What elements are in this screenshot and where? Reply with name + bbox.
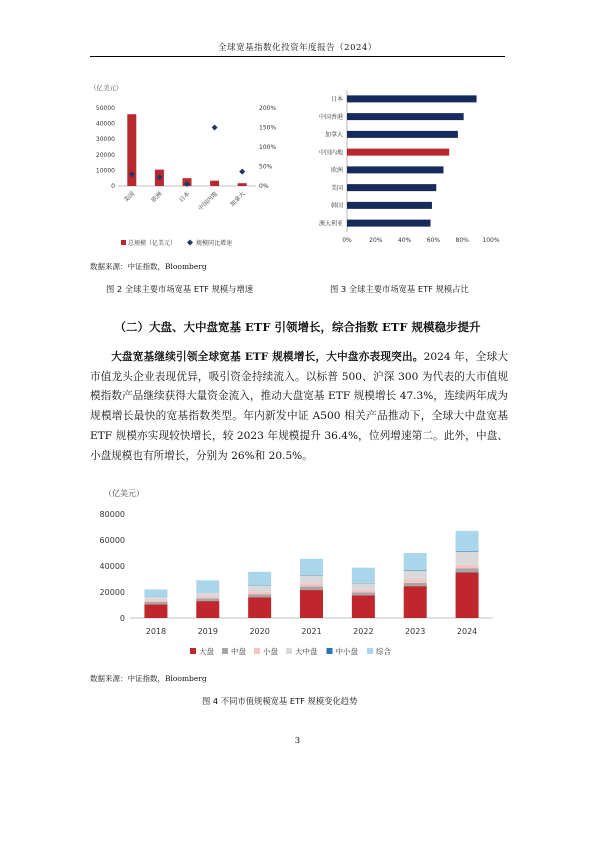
- x-tick-label: 0%: [342, 237, 352, 244]
- stacked-segment: [352, 592, 375, 595]
- legend-swatch: [327, 648, 333, 654]
- legend-swatch-growth: [187, 240, 193, 246]
- stacked-segment: [404, 583, 427, 586]
- legend-swatch: [254, 648, 260, 654]
- share-bar: [347, 220, 431, 227]
- growth-marker: [239, 169, 245, 175]
- y-tick-label-right: 100%: [259, 144, 277, 151]
- section-title: （二）大盘、大中盘宽基 ETF 引领增长，综合指数 ETF 规模稳步提升: [114, 320, 481, 334]
- y-tick-label: 中国内地: [318, 149, 343, 157]
- growth-marker: [212, 125, 218, 131]
- legend-label: 大盘: [199, 647, 214, 656]
- x-tick-label: 80%: [455, 237, 469, 244]
- stacked-segment: [196, 596, 219, 598]
- x-tick-label: 美国: [122, 190, 137, 204]
- figure-4-source: 数据来源：中证指数，Bloomberg: [90, 674, 207, 683]
- x-tick-label: 中国内地: [197, 190, 220, 213]
- stacked-segment: [352, 590, 375, 593]
- x-tick-label: 2020: [249, 627, 270, 636]
- y-tick-label-left: 20000: [95, 151, 115, 159]
- legend-label: 综合: [376, 647, 391, 656]
- stacked-segment: [248, 586, 271, 592]
- legend-swatch: [222, 648, 228, 654]
- stacked-segment: [404, 571, 427, 572]
- figure-4-caption: 图 4 不同市值规模宽基 ETF 规模变化趋势: [202, 696, 358, 706]
- y-tick-label: 60000: [99, 536, 125, 545]
- legend-label-total: 总规模（亿美元）: [128, 240, 177, 247]
- stacked-segment: [404, 586, 427, 618]
- stacked-segment: [248, 572, 271, 586]
- y-tick-label-left: 40000: [95, 120, 115, 128]
- x-tick-label: 2019: [197, 627, 218, 636]
- stacked-segment: [196, 580, 219, 592]
- stacked-segment: [300, 583, 323, 586]
- stacked-segment: [144, 597, 167, 600]
- stacked-segment: [300, 559, 323, 575]
- stacked-segment: [456, 551, 479, 552]
- y-tick-label: 80000: [99, 510, 125, 519]
- figure-2-source: 数据来源：中证指数，Bloomberg: [90, 262, 207, 271]
- x-tick-label: 2018: [145, 627, 167, 636]
- figure-2-caption: 图 2 全球主要市场宽基 ETF 规模与增速: [106, 284, 254, 294]
- y-tick-label: 0: [119, 614, 125, 623]
- body-paragraph: [90, 348, 508, 466]
- share-bar: [347, 149, 449, 156]
- x-tick-label: 20%: [369, 237, 383, 244]
- x-tick-label: 欧洲: [150, 190, 164, 204]
- y-axis-unit: （亿美元）: [104, 489, 144, 498]
- y-tick-label: 20000: [99, 588, 125, 597]
- figure-2-chart: [82, 78, 297, 253]
- stacked-segment: [456, 531, 479, 551]
- stacked-segment: [196, 599, 219, 602]
- y-tick-label: 中国香港: [318, 113, 343, 121]
- stacked-segment: [300, 575, 323, 576]
- y-tick-label-right: 50%: [259, 163, 273, 171]
- y-tick-label-right: 150%: [259, 124, 277, 132]
- figure-3-chart: [316, 84, 506, 259]
- stacked-segment: [248, 597, 271, 618]
- y-tick-label-left: 10000: [95, 167, 115, 175]
- y-tick-label: 欧洲: [330, 167, 343, 175]
- stacked-segment: [456, 564, 479, 568]
- share-bar: [347, 113, 464, 120]
- legend-swatch-total: [121, 240, 126, 245]
- paragraph-body: 2024 年，全球大市值龙头企业表现优异，吸引资金持续流入。以标普 500、沪深 300 为代表的大市值规模指数产品继续获得大量资金流入，推动大盘宽基 ETF 规模增长 47.3%，连续两年成为规模增长最快的宽基指数类型。年内新发中证 A500 相关产品推动下，全球大中盘宽基 ETF 规模亦实现较快增长，较 2023 年规模提升 36.4%，位列增速第二。此外，中盘、小盘规模也有所增长，分别为 26%和 20.5%。: [90, 351, 508, 462]
- stacked-segment: [404, 580, 427, 583]
- page-number: 3: [294, 736, 301, 746]
- legend-label: 中小盘: [335, 647, 358, 656]
- legend-swatch: [286, 648, 292, 654]
- y-tick-label-right: 200%: [259, 105, 277, 112]
- legend-label: 小盘: [263, 647, 278, 656]
- stacked-segment: [248, 594, 271, 597]
- legend-swatch: [190, 648, 196, 654]
- x-tick-label: 40%: [397, 237, 412, 244]
- page-header: 全球宽基指数化投资年度报告（2024）: [218, 43, 377, 53]
- y-tick-label-right: 0%: [259, 183, 269, 190]
- x-tick-label: 加拿大: [228, 190, 247, 209]
- stacked-segment: [456, 552, 479, 564]
- stacked-segment: [352, 595, 375, 618]
- stacked-segment: [300, 587, 323, 591]
- figure-4-chart: [88, 482, 508, 662]
- y-tick-label: 澳大利亚: [318, 220, 343, 228]
- y-tick-label-left: 0: [111, 183, 115, 190]
- stacked-segment: [404, 553, 427, 571]
- bar-total-size: [210, 181, 219, 186]
- stacked-segment: [196, 593, 219, 597]
- y-axis-unit: （亿美元）: [90, 84, 123, 92]
- y-tick-label-left: 50000: [95, 105, 115, 112]
- y-tick-label: 韩国: [330, 202, 343, 210]
- stacked-segment: [404, 571, 427, 579]
- x-tick-label: 2021: [301, 627, 322, 636]
- bar-total-size: [238, 183, 247, 186]
- figure-3-caption: 图 3 全球主要市场宽基 ETF 规模占比: [330, 284, 469, 294]
- legend-swatch: [367, 648, 373, 654]
- y-tick-label-left: 30000: [95, 136, 115, 144]
- legend-label-growth: 规模同比增速: [196, 240, 233, 247]
- stacked-segment: [352, 568, 375, 583]
- x-tick-label: 2024: [456, 627, 478, 636]
- stacked-segment: [456, 573, 479, 619]
- paragraph-lead: 大盘宽基继续引领全球宽基 ETF 规模增长，大中盘亦表现突出。: [111, 351, 424, 363]
- share-bar: [347, 166, 443, 173]
- x-tick-label: 100%: [482, 237, 500, 244]
- stacked-segment: [196, 601, 219, 618]
- x-tick-label: 日本: [177, 190, 192, 204]
- share-bar: [347, 95, 477, 102]
- legend-label: 中盘: [231, 647, 246, 656]
- stacked-segment: [300, 590, 323, 618]
- stacked-segment: [248, 592, 271, 595]
- y-tick-label: 加拿大: [324, 131, 343, 139]
- stacked-segment: [144, 602, 167, 604]
- stacked-segment: [144, 600, 167, 602]
- stacked-segment: [352, 583, 375, 590]
- share-bar: [347, 184, 436, 191]
- stacked-segment: [456, 568, 479, 572]
- stacked-segment: [144, 604, 167, 618]
- stacked-segment: [300, 575, 323, 583]
- share-bar: [347, 131, 458, 138]
- share-bar: [347, 202, 432, 209]
- x-tick-label: 2023: [405, 627, 426, 636]
- x-tick-label: 2022: [353, 627, 374, 636]
- legend-label: 大中盘: [295, 647, 318, 656]
- header-rule: [90, 56, 505, 57]
- x-tick-label: 60%: [426, 237, 441, 244]
- y-tick-label: 美国: [330, 184, 343, 192]
- stacked-segment: [144, 589, 167, 596]
- y-tick-label: 40000: [99, 562, 125, 571]
- y-tick-label: 日本: [330, 96, 343, 104]
